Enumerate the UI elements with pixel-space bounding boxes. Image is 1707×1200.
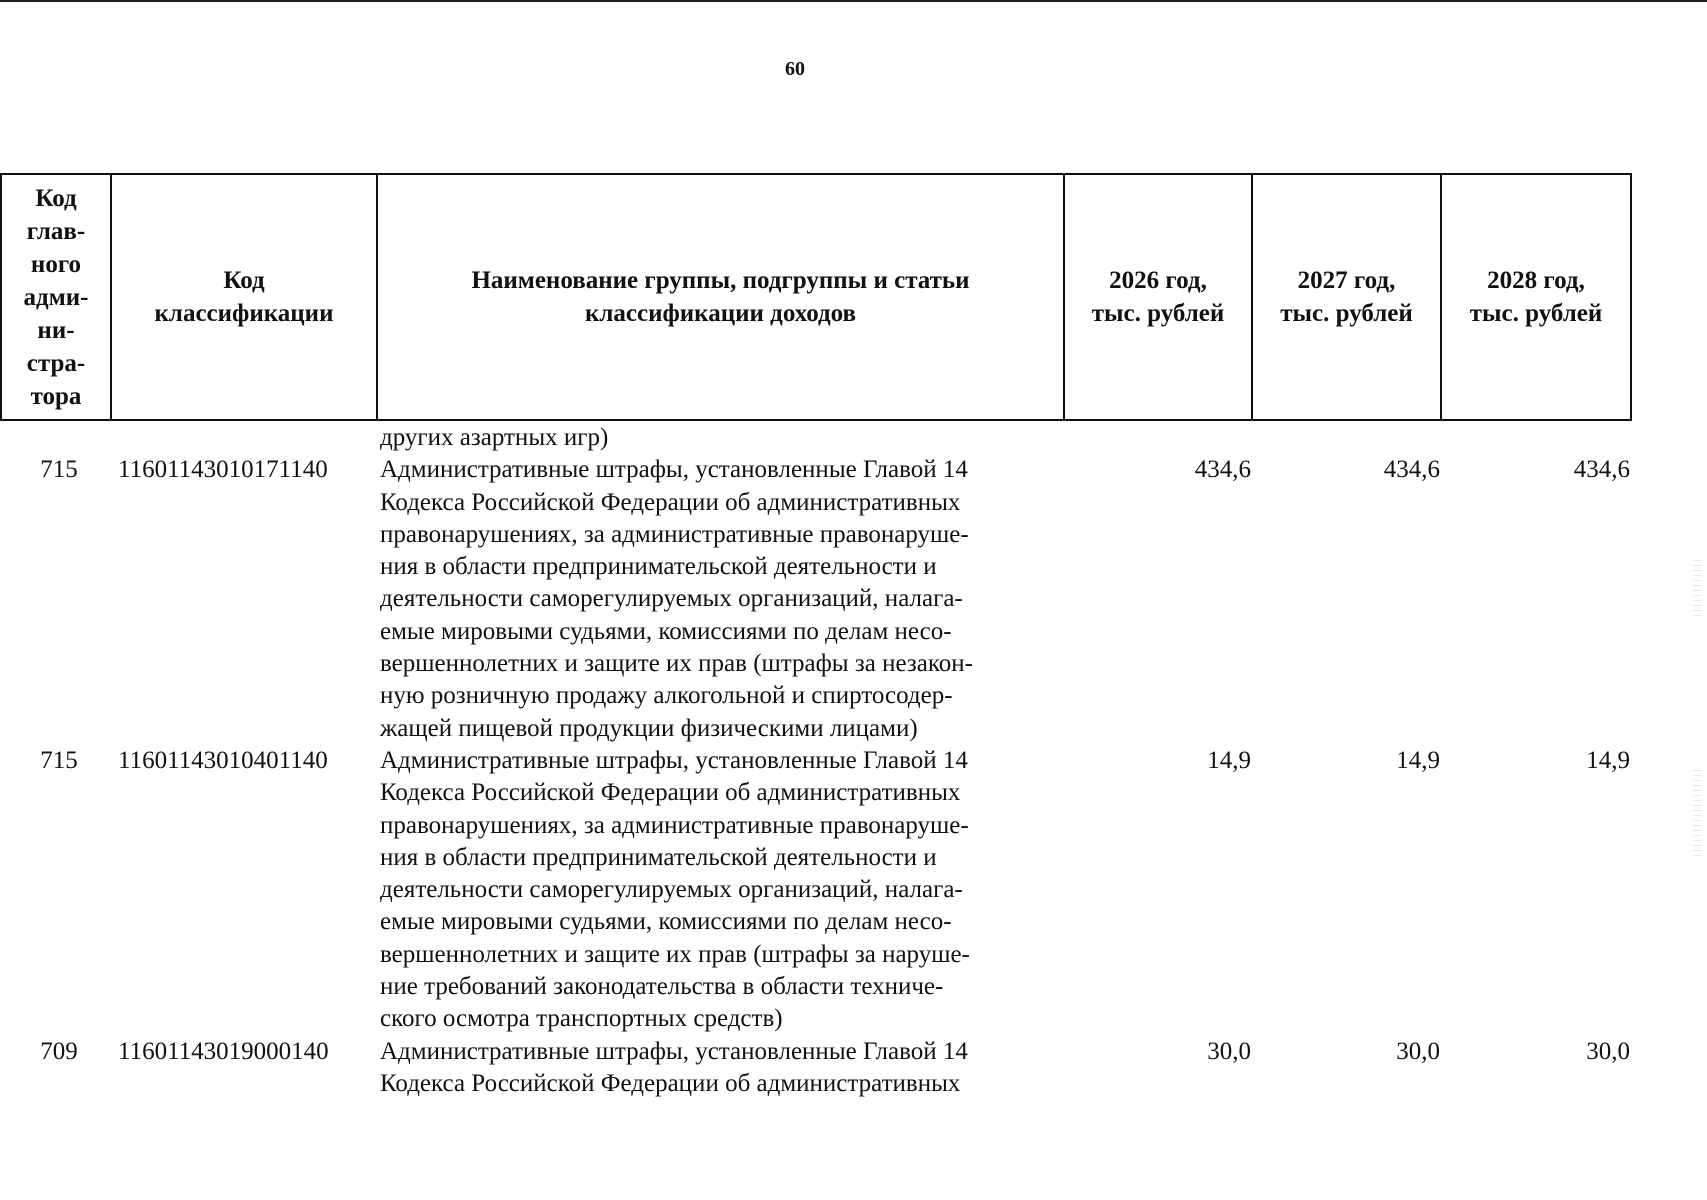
name-line: деятельности саморегулируемых организаций, налага- <box>380 876 963 904</box>
cell-empty <box>1440 422 1630 454</box>
header-line: 2026 год, <box>1109 267 1207 294</box>
name-line: вершеннолетних и защите их прав (штрафы за наруше- <box>380 940 970 968</box>
table-row <box>0 454 1630 745</box>
name-line: Кодекса Российской Федерации об административных <box>380 779 961 807</box>
header-line: стра- <box>26 349 86 377</box>
table-row-continuation <box>0 422 1630 454</box>
name-line: Административные штрафы, установленные Главой 14 <box>380 746 968 774</box>
header-line: классификации доходов <box>584 300 857 327</box>
table-row <box>0 1036 1630 1101</box>
name-line: Административные штрафы, установленные Главой 14 <box>380 1037 968 1065</box>
cell-value-2028: 30,0 <box>1586 1037 1630 1065</box>
name-line: деятельности саморегулируемых организаций, налага- <box>380 585 963 613</box>
name-line: правонарушениях, за административные правонаруше- <box>380 811 969 839</box>
name-line: жащей пищевой продукции физическими лицами) <box>380 714 918 742</box>
cell-value-2027: 434,6 <box>1383 456 1440 484</box>
header-year-2028 <box>1441 174 1631 420</box>
cell-admin-code: 709 <box>40 1037 78 1065</box>
header-line: Код <box>35 184 77 212</box>
header-admin-code <box>1 174 111 420</box>
name-line: правонарушениях, за административные правонаруше- <box>380 520 969 548</box>
cell-value-2027: 30,0 <box>1396 1037 1440 1065</box>
name-line: ского осмотра транспортных средств) <box>380 1005 783 1033</box>
header-line: ного <box>30 250 82 278</box>
cell-value-2026: 14,9 <box>1207 746 1251 774</box>
header-line: тора <box>30 382 82 410</box>
header-year-2027 <box>1252 174 1441 420</box>
header-line: адми- <box>23 283 89 311</box>
name-line: Административные штрафы, установленные Главой 14 <box>380 456 968 484</box>
top-border-line <box>0 0 1707 2</box>
scan-artifact <box>1693 560 1701 620</box>
cell-classification-code: 11601143010401140 <box>118 746 328 774</box>
header-line: Код <box>223 267 265 294</box>
header-line: 2028 год, <box>1487 267 1585 294</box>
header-classification-code <box>111 174 377 420</box>
header-year-2026 <box>1064 174 1252 420</box>
cell-classification-code: 11601143010171140 <box>118 456 328 484</box>
name-line: ния в области предпринимательской деятельности и <box>380 843 937 871</box>
header-line: глав- <box>26 217 86 245</box>
table-body <box>0 422 1630 1100</box>
name-line: ную розничную продажу алкогольной и спиртосодер- <box>380 682 953 710</box>
table-row <box>0 745 1630 1036</box>
name-line: Кодекса Российской Федерации об административных <box>380 488 961 516</box>
header-line: тыс. рублей <box>1280 300 1413 327</box>
name-line: вершеннолетних и защите их прав (штрафы за незакон- <box>380 650 973 678</box>
cell-value-2028: 14,9 <box>1586 746 1630 774</box>
header-line: тыс. рублей <box>1469 300 1603 327</box>
cell-empty <box>1063 422 1251 454</box>
header-income-name <box>377 174 1064 420</box>
cell-value-2026: 30,0 <box>1207 1037 1251 1065</box>
name-line: ния в области предпринимательской деятельности и <box>380 553 937 581</box>
header-line: ни- <box>37 316 75 344</box>
cell-empty <box>1251 422 1440 454</box>
cell-value-2026: 434,6 <box>1194 456 1251 484</box>
table-header <box>0 173 1632 421</box>
header-line: Наименование группы, подгруппы и статьи <box>471 267 970 294</box>
name-line: Кодекса Российской Федерации об административных <box>380 1069 961 1097</box>
header-line: тыс. рублей <box>1091 300 1225 327</box>
cell-income-name <box>376 454 1063 745</box>
cell-empty <box>0 422 110 454</box>
name-line: ние требований законодательства в области техниче- <box>380 973 944 1001</box>
cell-classification-code: 11601143019000140 <box>118 1037 329 1065</box>
cell-admin-code: 715 <box>40 456 78 484</box>
name-line: емые мировыми судьями, комиссиями по делам несо- <box>380 908 952 936</box>
cell-income-name <box>376 745 1063 1036</box>
header-line: 2027 год, <box>1297 267 1396 294</box>
cell-empty <box>110 422 376 454</box>
page-number: 60 <box>785 58 805 80</box>
cell-name-continuation <box>376 422 1063 454</box>
cell-value-2027: 14,9 <box>1396 746 1440 774</box>
cell-income-name <box>376 1036 1063 1101</box>
cell-admin-code: 715 <box>40 746 78 774</box>
scan-artifact <box>1693 770 1701 860</box>
cell-value-2028: 434,6 <box>1573 456 1630 484</box>
name-line: других азартных игр) <box>380 424 609 451</box>
name-line: емые мировыми судьями, комиссиями по делам несо- <box>380 617 952 645</box>
header-line: классификации <box>154 300 334 327</box>
